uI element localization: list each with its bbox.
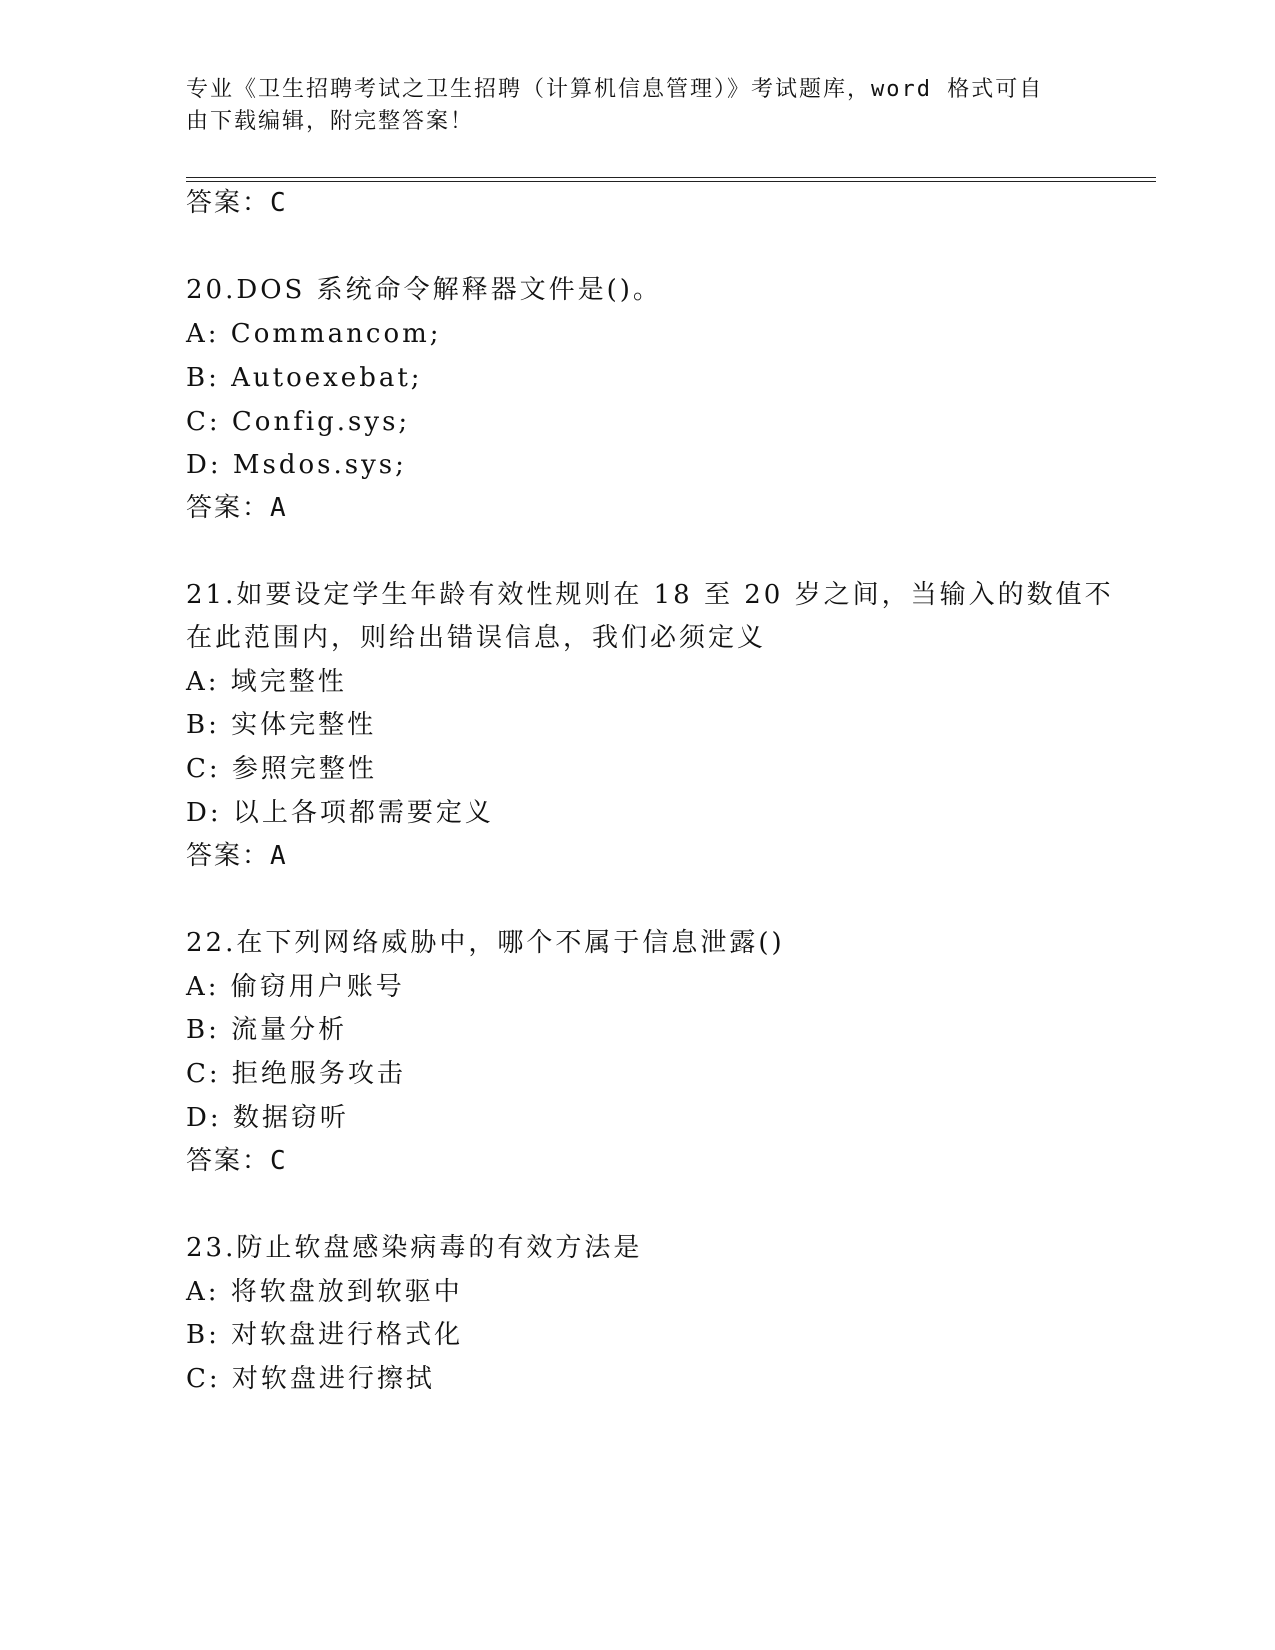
header-line-2: 由下载编辑，附完整答案！: [186, 109, 475, 134]
option-b: B: 实体完整性: [186, 710, 377, 740]
question-stem: 21.如要设定学生年龄有效性规则在 18 至 20 岁之间，当输入的数值不: [186, 580, 1114, 610]
option-b: B: 流量分析: [186, 1015, 348, 1045]
option-c: C: 拒绝服务攻击: [186, 1059, 406, 1089]
answer-line: 答案：A: [186, 841, 288, 871]
option-c: C: 对软盘进行擦拭: [186, 1364, 435, 1394]
question-stem-continued: 在此范围内，则给出错误信息，我们必须定义: [186, 623, 767, 653]
option-b: B: 对软盘进行格式化: [186, 1320, 464, 1350]
option-a: A: 偷窃用户账号: [186, 972, 405, 1002]
option-b: B: Autoexebat;: [186, 363, 423, 393]
document-header: [186, 74, 1066, 138]
question-stem: 23.防止软盘感染病毒的有效方法是: [186, 1233, 643, 1263]
option-d: D: 数据窃听: [186, 1103, 349, 1133]
option-c: C: Config.sys;: [186, 407, 411, 437]
option-a: A: 将软盘放到软驱中: [186, 1277, 463, 1307]
option-c: C: 参照完整性: [186, 754, 377, 784]
answer-line: 答案：C: [186, 188, 288, 218]
answer-line: 答案：A: [186, 493, 288, 523]
option-a: A: Commancom;: [186, 319, 442, 349]
header-rule-bottom: [186, 181, 1156, 182]
question-stem: 20.DOS 系统命令解释器文件是()。: [186, 275, 662, 305]
header-rule-top: [186, 177, 1156, 178]
option-a: A: 域完整性: [186, 667, 347, 697]
answer-line: 答案：C: [186, 1146, 288, 1176]
question-stem: 22.在下列网络威胁中，哪个不属于信息泄露(): [186, 928, 785, 958]
header-line-1: 专业《卫生招聘考试之卫生招聘（计算机信息管理）》考试题库，word 格式可自: [186, 77, 1044, 102]
option-d: D: Msdos.sys;: [186, 450, 407, 480]
option-d: D: 以上各项都需要定义: [186, 798, 494, 828]
